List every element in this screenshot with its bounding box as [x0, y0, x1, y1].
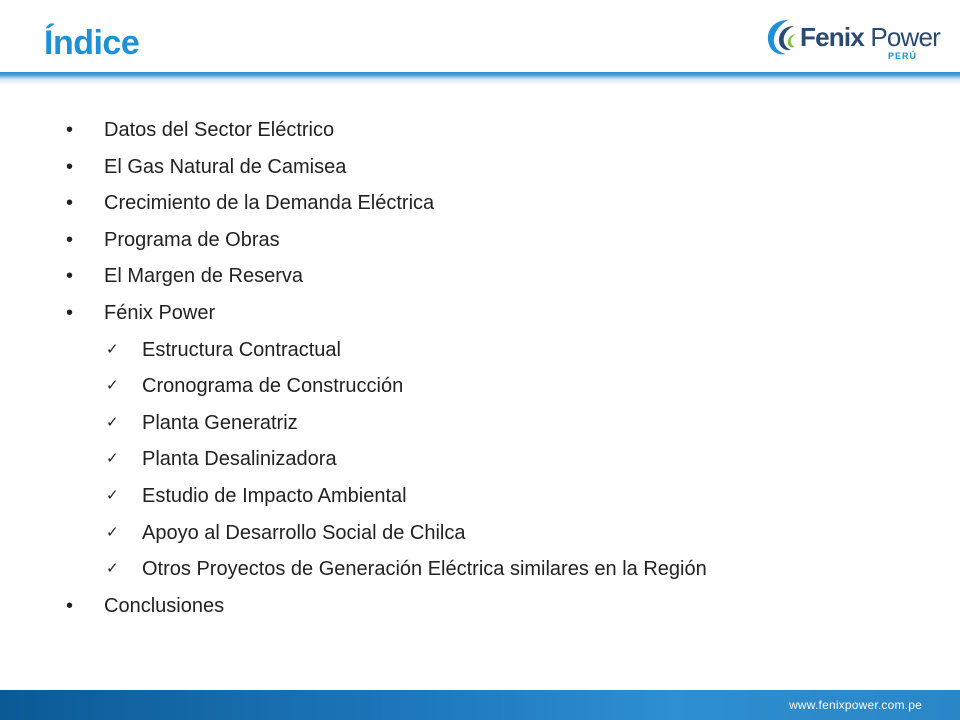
- checkmark-icon: ✓: [106, 377, 119, 395]
- list-item-text: Programa de Obras: [104, 228, 280, 251]
- bullet-icon: •: [66, 155, 74, 178]
- logo-wordmark: [800, 22, 940, 53]
- slide-header: [0, 0, 960, 80]
- footer-bar: [0, 690, 960, 720]
- list-item-text: Estudio de Impacto Ambiental: [142, 484, 407, 507]
- sub-list-item: [0, 441, 960, 478]
- logo-country: PERÚ: [888, 51, 918, 61]
- bullet-icon: •: [66, 119, 74, 141]
- list-item-text: Cronograma de Construcción: [142, 375, 404, 398]
- fenix-power-logo: [764, 14, 944, 64]
- bullet-icon: •: [66, 301, 74, 324]
- list-item: [0, 185, 960, 222]
- checkmark-icon: ✓: [106, 486, 119, 504]
- checkmark-icon: ✓: [106, 413, 119, 431]
- list-item-text: Apoyo al Desarrollo Social de Chilca: [142, 521, 466, 544]
- logo-name-bold: Fenix: [800, 22, 864, 52]
- slide-title: Índice: [44, 24, 140, 62]
- list-item: [0, 258, 960, 295]
- list-item-text: Otros Proyectos de Generación Eléctrica similares en la Región: [142, 558, 707, 581]
- sub-list-item: [0, 478, 960, 515]
- checkmark-icon: ✓: [106, 450, 119, 468]
- bullet-icon: •: [66, 192, 74, 215]
- sub-list-item: [0, 405, 960, 442]
- list-item-text: Fénix Power: [104, 301, 216, 324]
- checkmark-icon: ✓: [106, 523, 119, 541]
- list-item-text: Conclusiones: [104, 594, 225, 617]
- bullet-icon: •: [66, 265, 74, 288]
- sub-list-item: [0, 515, 960, 552]
- checkmark-icon: ✓: [106, 560, 119, 578]
- list-item: [0, 112, 960, 149]
- list-item-text: Planta Generatriz: [142, 411, 298, 434]
- list-item: [0, 149, 960, 186]
- checkmark-icon: ✓: [106, 340, 119, 358]
- list-item-text: Estructura Contractual: [142, 338, 341, 361]
- sub-list-item: [0, 551, 960, 588]
- sub-list-item: [0, 368, 960, 405]
- list-item-text: Datos del Sector Eléctrico: [104, 119, 335, 141]
- fenix-swirl-icon: [764, 16, 798, 58]
- list-item-text: El Gas Natural de Camisea: [104, 155, 347, 178]
- sub-list-item: [0, 332, 960, 369]
- bullet-icon: •: [66, 228, 74, 251]
- list-item: [0, 588, 960, 625]
- list-item-text: Crecimiento de la Demanda Eléctrica: [104, 192, 435, 215]
- list-item: [0, 295, 960, 332]
- list-item: [0, 222, 960, 259]
- bullet-icon: •: [66, 594, 74, 617]
- list-item-text: Planta Desalinizadora: [142, 448, 337, 471]
- header-divider-shadow: [0, 79, 960, 85]
- footer-url: www.fenixpower.com.pe: [789, 698, 922, 712]
- logo-name-light: Power: [863, 22, 941, 52]
- header-divider-bar: [0, 72, 960, 79]
- index-list: [0, 112, 960, 624]
- list-item-text: El Margen de Reserva: [104, 265, 303, 288]
